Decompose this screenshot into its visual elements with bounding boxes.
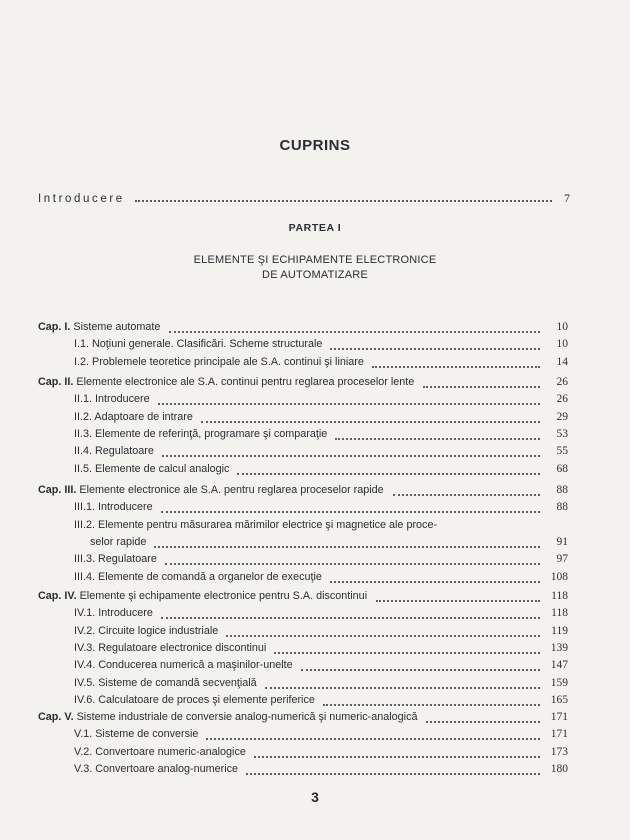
toc-section-entry [0, 623, 630, 639]
toc-section-label: II.4. Regulatoare [74, 445, 154, 458]
toc-chapter-entry [0, 482, 630, 498]
leader-dots [393, 493, 540, 496]
toc-section-page: 53 [556, 427, 568, 440]
leader-dots [330, 580, 540, 583]
toc-chapter-page: 26 [556, 376, 568, 388]
toc-section-entry [0, 551, 630, 567]
leader-dots [154, 545, 540, 548]
toc-chapter-page: 10 [556, 321, 568, 333]
toc-section-entry [0, 657, 630, 673]
leader-dots [376, 599, 540, 602]
toc-section-page: 68 [556, 462, 568, 475]
leader-dots [301, 668, 540, 671]
toc-section-entry [0, 354, 630, 370]
toc-section-entry [0, 426, 630, 442]
toc-section-entry [0, 569, 630, 585]
toc-section-label: IV.3. Regulatoare electronice discontinui [74, 641, 267, 654]
toc-section-entry [0, 744, 630, 760]
page-title: CUPRINS [279, 137, 351, 154]
part-title: PARTEA I [288, 222, 342, 234]
toc-chapter-label: Cap. V. [38, 711, 74, 723]
toc-section-page: 147 [550, 659, 568, 672]
toc-section-page: 180 [550, 762, 568, 775]
toc-section-entry [0, 534, 630, 550]
leader-dots [265, 686, 540, 689]
toc-section-page: 159 [550, 676, 568, 689]
toc-chapter-label: Cap. III. [38, 484, 77, 496]
leader-dots [135, 200, 552, 202]
toc-chapter-text [38, 374, 414, 390]
leader-dots [158, 402, 540, 405]
leader-dots [254, 755, 540, 758]
toc-section-page: 97 [556, 553, 568, 566]
toc-chapter-label: Cap. I. [38, 321, 71, 333]
toc-chapter-entry [0, 709, 630, 725]
toc-section-entry [0, 443, 630, 459]
toc-chapter-title: Sisteme automate [73, 321, 161, 333]
toc-section-page: 29 [556, 410, 568, 423]
leader-dots [372, 365, 540, 368]
leader-dots [165, 562, 540, 565]
toc-intro-label: Introducere [38, 193, 125, 205]
toc-section-page: 165 [550, 693, 568, 706]
toc-section-label: IV.5. Sisteme de comandă secvenţială [74, 676, 257, 689]
toc-chapter-page: 171 [550, 711, 568, 723]
leader-dots [169, 330, 540, 333]
part-subtitle-line1: ELEMENTE ŞI ECHIPAMENTE ELECTRONICE [193, 254, 437, 266]
toc-section-page: 14 [556, 355, 568, 368]
toc-section-label: III.1. Introducere [74, 501, 153, 514]
leader-dots [323, 703, 540, 706]
toc-chapter-entry [0, 374, 630, 390]
toc-section-page: 10 [556, 338, 568, 351]
part-subtitle-line2: DE AUTOMATIZARE [262, 269, 368, 281]
toc-section-label: I.2. Problemele teoretice principale ale S.A. continui şi liniare [74, 355, 364, 368]
toc-section-entry [0, 640, 630, 656]
toc-section-page: 26 [556, 393, 568, 406]
toc-section-label: I.1. Noţiuni generale. Clasificări. Scheme structurale [74, 338, 323, 351]
toc-section-entry [0, 692, 630, 708]
toc-chapter-text [38, 709, 417, 725]
toc-section-label: IV.2. Circuite logice industriale [74, 624, 219, 637]
toc-section-label: IV.1. Introducere [74, 607, 153, 620]
toc-section-entry [0, 675, 630, 691]
toc-chapter-label: Cap. IV. [38, 590, 77, 602]
toc-chapter-page: 88 [556, 484, 568, 496]
toc-section-label: V.2. Convertoare numeric-analogice [74, 745, 246, 758]
leader-dots [246, 772, 540, 775]
toc-section-entry [0, 409, 630, 425]
toc-section-page: 108 [550, 570, 568, 583]
toc-section-entry [0, 517, 630, 533]
toc-section-label: selor rapide [90, 535, 147, 548]
toc-section-label: III.2. Elemente pentru măsurarea mărimilor electrice şi magnetice ale proce- [74, 518, 438, 531]
toc-chapter-label: Cap. II. [38, 376, 74, 388]
toc-section-page: 119 [551, 624, 568, 637]
toc-intro-page: 7 [564, 191, 570, 205]
toc-chapter-entry [0, 588, 630, 604]
toc-section-label: IV.4. Conducerea numerică a maşinilor-unelte [74, 659, 293, 672]
leader-dots [274, 651, 540, 654]
leader-dots [426, 720, 540, 723]
toc-section-page: 139 [550, 641, 568, 654]
leader-dots [237, 472, 540, 475]
toc-section-page: 88 [556, 501, 568, 514]
leader-dots [161, 510, 540, 513]
toc-section-label: V.1. Sisteme de conversie [74, 728, 199, 741]
toc-section-page: 171 [550, 728, 568, 741]
toc-chapter-text [38, 319, 160, 335]
toc-section-label: V.3. Convertoare analog-numerice [74, 762, 239, 775]
toc-section-label: III.4. Elemente de comandă a organelor de execuţie [74, 570, 322, 583]
toc-section-label: IV.6. Calculatoare de proces şi elemente periferice [74, 693, 315, 706]
toc-section-page: 173 [550, 745, 568, 758]
toc-chapter-title: Elemente electronice ale S.A. continui pentru reglarea proceselor lente [76, 376, 415, 388]
toc-section-entry [0, 761, 630, 777]
toc-intro-entry [38, 191, 570, 206]
toc-section-entry [0, 391, 630, 407]
toc-section-label: II.5. Elemente de calcul analogic [74, 462, 230, 475]
leader-dots [335, 437, 540, 440]
toc-chapter-title: Sisteme industriale de conversie analog-numerică şi numeric-analogică [76, 711, 418, 723]
toc-section-page: 55 [556, 445, 568, 458]
leader-dots [161, 616, 540, 619]
toc-section-entry [0, 726, 630, 742]
toc-section-label: II.3. Elemente de referinţă, programare şi comparaţie [74, 427, 328, 440]
toc-section-entry [0, 461, 630, 477]
toc-section-label: II.1. Introducere [74, 393, 150, 406]
toc-section-page: 91 [556, 535, 568, 548]
toc-section-page: 118 [551, 607, 568, 620]
toc-chapter-entry [0, 319, 630, 335]
leader-dots [162, 454, 540, 457]
toc-chapter-text [38, 588, 367, 604]
leader-dots [206, 737, 540, 740]
toc-section-label: II.2. Adaptoare de intrare [74, 410, 193, 423]
leader-dots [226, 634, 540, 637]
toc-section-entry [0, 605, 630, 621]
toc-chapter-page: 118 [551, 590, 568, 602]
toc-chapter-text [38, 482, 384, 498]
toc-section-label: III.3. Regulatoare [74, 553, 157, 566]
toc-section-entry [0, 336, 630, 352]
toc-section-entry [0, 499, 630, 515]
toc-chapter-title: Elemente şi echipamente electronice pentru S.A. discontinui [79, 590, 368, 602]
leader-dots [201, 420, 540, 423]
part-subtitle [0, 253, 630, 283]
toc-chapter-title: Elemente electronice ale S.A. pentru reglarea proceselor rapide [79, 484, 384, 496]
leader-dots [423, 385, 540, 388]
page-number: 3 [311, 789, 319, 805]
leader-dots [330, 347, 540, 350]
